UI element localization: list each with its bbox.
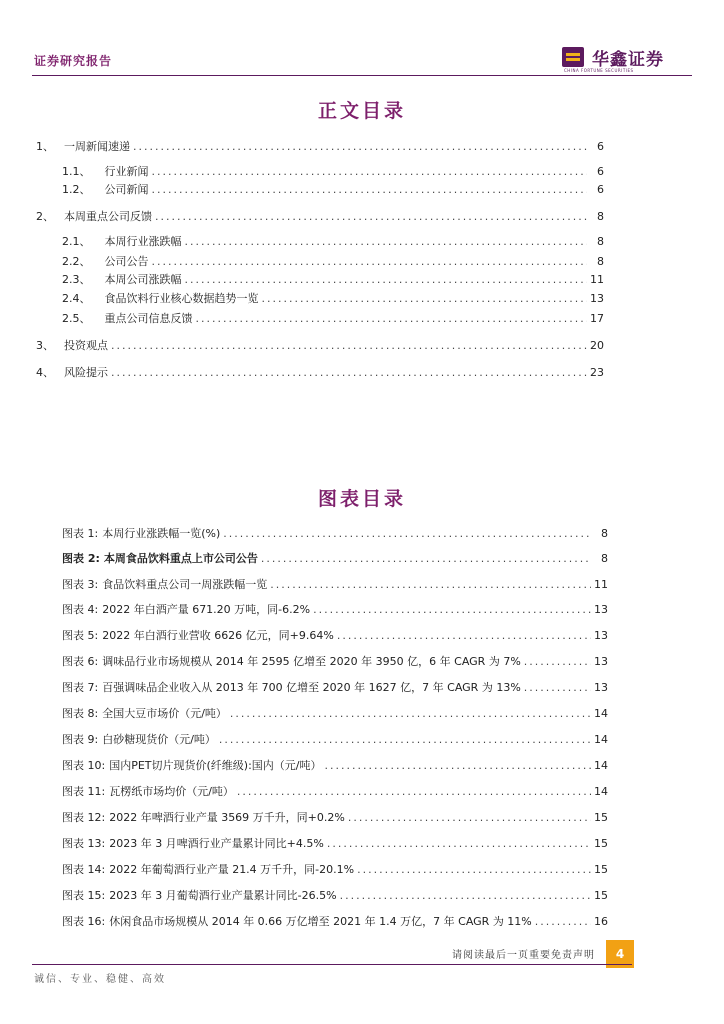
- figure-entry[interactable]: [62, 655, 608, 669]
- leader-dots: [313, 603, 591, 617]
- figure-title: 调味品行业市场规模从 2014 年 2595 亿增至 2020 年 3950 亿，6 年 CAGR 为 7%: [102, 655, 521, 668]
- figure-title: 食品饮料重点公司一周涨跌幅一览: [102, 578, 268, 591]
- company-slogan: 诚信、专业、稳健、高效: [34, 974, 166, 985]
- contents-entry[interactable]: [62, 183, 604, 197]
- contents-entry[interactable]: [36, 140, 604, 154]
- figure-page: 15: [594, 889, 608, 902]
- entry-page: 8: [597, 210, 604, 223]
- figure-number: 图表 2:: [62, 552, 100, 565]
- entry-page: 8: [597, 235, 604, 248]
- figure-title: 2022 年啤酒行业产量 3569 万千升，同+0.2%: [109, 811, 345, 824]
- entry-number: 1、: [36, 140, 54, 153]
- contents-entry[interactable]: [62, 273, 604, 287]
- entry-title: 本周行业涨跌幅: [104, 235, 182, 248]
- entry-title: 公司公告: [104, 255, 149, 268]
- leader-dots: [340, 889, 591, 903]
- entry-page: 23: [590, 366, 604, 379]
- logo-subtext: CHINA FORTUNE SECURITIES: [564, 68, 634, 73]
- leader-dots: [230, 707, 591, 721]
- figure-title: 白砂糖现货价（元/吨）: [102, 733, 216, 746]
- leader-dots: [261, 552, 591, 566]
- contents-entry[interactable]: [62, 312, 604, 326]
- company-logo: [562, 45, 672, 75]
- contents-entry[interactable]: [36, 366, 604, 380]
- figure-number: 图表 8:: [62, 707, 99, 720]
- figure-entry[interactable]: [62, 785, 608, 799]
- leader-dots: [133, 140, 587, 154]
- figure-number: 图表 5:: [62, 629, 99, 642]
- leader-dots: [524, 655, 591, 669]
- figure-title: 国内PET切片现货价(纤维级):国内（元/吨）: [109, 759, 322, 772]
- figure-page: 8: [601, 552, 608, 565]
- entry-number: 2.1、: [62, 235, 91, 248]
- entry-title: 本周公司涨跌幅: [104, 273, 182, 286]
- entry-title: 食品饮料行业核心数据趋势一览: [104, 292, 259, 305]
- figure-page: 13: [594, 603, 608, 616]
- leader-dots: [535, 915, 591, 929]
- figure-entry[interactable]: [62, 863, 608, 877]
- figure-page: 14: [594, 785, 608, 798]
- figure-page: 15: [594, 811, 608, 824]
- leader-dots: [327, 837, 591, 851]
- figure-page: 13: [594, 655, 608, 668]
- leader-dots: [325, 759, 592, 773]
- figures-title: 图表目录: [317, 488, 406, 510]
- leader-dots: [152, 183, 588, 197]
- entry-title: 投资观点: [64, 339, 108, 352]
- leader-dots: [155, 210, 587, 224]
- contents-entry[interactable]: [36, 339, 604, 353]
- entry-page: 13: [590, 292, 604, 305]
- figure-title: 2022 年白酒行业营收 6626 亿元，同+9.64%: [102, 629, 334, 642]
- figure-entry[interactable]: [62, 915, 608, 929]
- entry-page: 17: [590, 312, 604, 325]
- figure-entry[interactable]: [62, 578, 608, 592]
- page-header: [0, 0, 724, 78]
- figure-number: 图表 16:: [62, 915, 106, 928]
- figure-title: 瓦楞纸市场均价（元/吨）: [109, 785, 234, 798]
- leader-dots: [357, 863, 591, 877]
- figure-number: 图表 13:: [62, 837, 106, 850]
- entry-number: 2、: [36, 210, 54, 223]
- figure-page: 14: [594, 733, 608, 746]
- entry-number: 2.2、: [62, 255, 91, 268]
- figure-title: 休闲食品市场规模从 2014 年 0.66 万亿增至 2021 年 1.4 万亿，7 年 CAGR 为 11%: [109, 915, 532, 928]
- contents-entry[interactable]: [62, 235, 604, 249]
- figure-page: 13: [594, 681, 608, 694]
- figure-page: 16: [594, 915, 608, 928]
- figure-number: 图表 3:: [62, 578, 99, 591]
- leader-dots: [237, 785, 591, 799]
- figure-page: 15: [594, 837, 608, 850]
- contents-entry[interactable]: [62, 292, 604, 306]
- figure-entry[interactable]: [62, 629, 608, 643]
- figure-title: 2023 年 3 月葡萄酒行业产量累计同比-26.5%: [109, 889, 337, 902]
- entry-number: 4、: [36, 366, 54, 379]
- entry-title: 重点公司信息反馈: [104, 312, 193, 325]
- figure-number: 图表 11:: [62, 785, 106, 798]
- figure-title: 全国大豆市场价（元/吨）: [102, 707, 227, 720]
- entry-number: 2.3、: [62, 273, 91, 286]
- header-divider: [32, 75, 692, 76]
- contents-title: 正文目录: [317, 100, 406, 122]
- figure-page: 14: [594, 759, 608, 772]
- figure-entry[interactable]: [62, 681, 608, 695]
- contents-entry[interactable]: [36, 210, 604, 224]
- figure-number: 图表 1:: [62, 527, 99, 540]
- figure-number: 图表 10:: [62, 759, 106, 772]
- page-number: 4: [606, 940, 634, 968]
- entry-page: 6: [597, 165, 604, 178]
- leader-dots: [223, 527, 591, 541]
- entry-number: 2.4、: [62, 292, 91, 305]
- figure-entry[interactable]: [62, 527, 608, 541]
- figure-entry[interactable]: [62, 707, 608, 721]
- figure-page: 11: [594, 578, 608, 591]
- figure-entry[interactable]: [62, 889, 608, 903]
- figure-entry[interactable]: [62, 759, 608, 773]
- figure-page: 15: [594, 863, 608, 876]
- leader-dots: [185, 273, 588, 287]
- entry-page: 6: [597, 140, 604, 153]
- figure-number: 图表 9:: [62, 733, 99, 746]
- entry-title: 行业新闻: [104, 165, 149, 178]
- figure-entry[interactable]: [62, 603, 608, 617]
- entry-page: 8: [597, 255, 604, 268]
- figure-title: 本周食品饮料重点上市公司公告: [103, 552, 258, 565]
- figure-title: 2022 年葡萄酒行业产量 21.4 万千升，同-20.1%: [109, 863, 355, 876]
- leader-dots: [152, 165, 588, 179]
- entry-number: 1.1、: [62, 165, 91, 178]
- contents-entry[interactable]: [62, 165, 604, 179]
- entry-title: 一周新闻速递: [64, 140, 130, 153]
- leader-dots: [262, 292, 588, 306]
- disclaimer-note: 请阅读最后一页重要免责声明: [452, 950, 595, 961]
- leader-dots: [348, 811, 591, 825]
- figure-entry[interactable]: [62, 733, 608, 747]
- leader-dots: [152, 255, 588, 269]
- leader-dots: [111, 339, 587, 353]
- entry-page: 6: [597, 183, 604, 196]
- figure-number: 图表 4:: [62, 603, 99, 616]
- leader-dots: [185, 235, 588, 249]
- figure-number: 图表 6:: [62, 655, 99, 668]
- figure-title: 本周行业涨跌幅一览(%): [102, 527, 221, 540]
- entry-title: 公司新闻: [104, 183, 149, 196]
- entry-page: 20: [590, 339, 604, 352]
- leader-dots: [219, 733, 591, 747]
- figure-entry[interactable]: [62, 811, 608, 825]
- figure-title: 2023 年 3 月啤酒行业产量累计同比+4.5%: [109, 837, 324, 850]
- figure-entry[interactable]: [62, 837, 608, 851]
- entry-number: 2.5、: [62, 312, 91, 325]
- figure-title: 百强调味品企业收入从 2013 年 700 亿增至 2020 年 1627 亿，7 年 CAGR 为 13%: [102, 681, 521, 694]
- leader-dots: [337, 629, 591, 643]
- entry-number: 3、: [36, 339, 54, 352]
- entry-page: 11: [590, 273, 604, 286]
- entry-number: 1.2、: [62, 183, 91, 196]
- leader-dots: [196, 312, 588, 326]
- figure-entry[interactable]: [62, 552, 608, 566]
- leader-dots: [524, 681, 591, 695]
- figure-number: 图表 14:: [62, 863, 106, 876]
- figure-number: 图表 15:: [62, 889, 106, 902]
- figure-number: 图表 7:: [62, 681, 99, 694]
- figure-number: 图表 12:: [62, 811, 106, 824]
- leader-dots: [111, 366, 587, 380]
- entry-title: 风险提示: [64, 366, 108, 379]
- contents-entry[interactable]: [62, 255, 604, 269]
- logo-text: 华鑫证券: [592, 50, 664, 70]
- entry-title: 本周重点公司反馈: [64, 210, 152, 223]
- leader-dots: [270, 578, 591, 592]
- figure-page: 14: [594, 707, 608, 720]
- figure-title: 2022 年白酒产量 671.20 万吨，同-6.2%: [102, 603, 311, 616]
- logo-mark-icon: [562, 47, 584, 67]
- report-type-label: 证券研究报告: [34, 54, 113, 68]
- figure-page: 8: [601, 527, 608, 540]
- footer-divider: [32, 964, 632, 965]
- figure-page: 13: [594, 629, 608, 642]
